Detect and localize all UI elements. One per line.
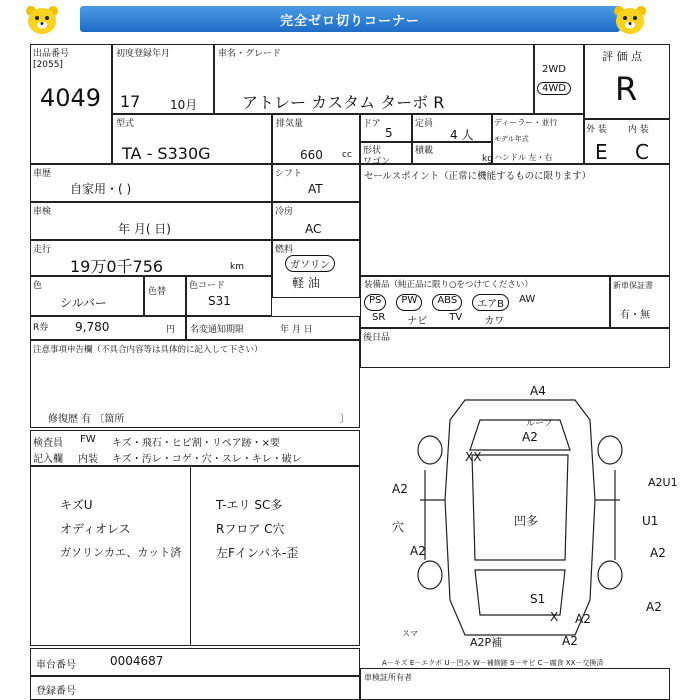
deadline-label: 名変通知期限 <box>190 325 245 335</box>
equip-ps: PS <box>364 294 386 311</box>
chassis-label: 車台番号 <box>36 660 76 671</box>
chassis-cell <box>30 648 360 676</box>
remark-left-1: キズU <box>60 498 93 512</box>
inspector-int: 内装 <box>78 454 98 465</box>
owner-label: 車検証所有者 <box>364 673 412 682</box>
car-name: アトレー カスタム ターボ R <box>242 93 445 112</box>
mark-a2-right: A2 <box>650 546 666 560</box>
mark-u1: U1 <box>642 514 659 528</box>
mark-xx: XX <box>465 450 482 464</box>
equip-airbag: エアB <box>472 294 509 311</box>
ac-value: AC <box>305 222 322 236</box>
history-value: 自家用・( ) <box>70 182 132 196</box>
mark-a2-floor: A2 <box>575 612 591 626</box>
equip-pw: PW <box>396 294 422 311</box>
repair-close: 〕 <box>340 414 350 425</box>
equip-abs: ABS <box>432 294 462 311</box>
mileage-unit: km <box>230 262 244 272</box>
mark-a2-mid: A2 <box>410 544 426 558</box>
remark-left-3: ガソリンカエ、カット済 <box>60 546 182 559</box>
mark-a2-right-2: A2 <box>646 600 662 614</box>
capacity-label: 定員 <box>415 119 434 129</box>
ext-value: E <box>595 140 608 164</box>
remark-right-3: 左Fインパネ-歪 <box>216 546 299 560</box>
lot-number: 4049 <box>40 84 102 112</box>
mark-sma: スマ <box>402 629 418 638</box>
history-label: 車歴 <box>33 169 52 179</box>
equip-label: 装備品（純正品に限り○をつけてください） <box>364 280 533 290</box>
mileage-value: 19万0千756 <box>70 257 164 276</box>
chassis-value: 0004687 <box>110 654 164 668</box>
warranty-value: 有・無 <box>620 310 650 321</box>
equip-navi: ナビ <box>407 316 428 327</box>
lot-label: 出品番号 <box>33 49 70 59</box>
int-value: C <box>635 140 649 164</box>
capacity-value: 4 人 <box>450 128 474 142</box>
mark-x: X <box>550 610 559 624</box>
shift-label: シフト <box>275 169 303 179</box>
damage-legend: A－キズ E－エクボ U－凹み W－補修跡 S－サビ C－腐食 XX－交換済 <box>382 659 604 667</box>
equip-row-1 <box>364 294 535 311</box>
shift-value: AT <box>308 182 323 196</box>
shape-value: ワゴン <box>363 157 391 167</box>
ac-label: 冷房 <box>275 207 294 217</box>
recycle-label: R券 <box>33 323 49 333</box>
mark-a2-left: A2 <box>392 482 408 496</box>
mark-a2u1: A2U1 <box>648 476 678 489</box>
equip-row-2 <box>372 312 504 327</box>
inspection-label: 車検 <box>33 207 52 217</box>
drive-4wd: 4WD <box>537 82 571 95</box>
notes-label: 注意事項申告欄（不具合内容等は具体的に記入して下さい） <box>33 345 263 355</box>
reg-month: 10月 <box>170 98 198 112</box>
remarks-divider <box>190 466 191 646</box>
top-bar <box>0 0 700 40</box>
inspector-fw-text: キズ・飛石・ヒビ割・リペア跡・×要 <box>112 438 280 449</box>
regno-label: 登録番号 <box>36 686 76 697</box>
mileage-label: 走行 <box>33 245 52 255</box>
cc-value: 660 <box>300 148 323 162</box>
color-code-label: 色コード <box>189 281 226 291</box>
color-value: シルバー <box>60 296 107 310</box>
inspector-label-2: 記入欄 <box>33 454 63 465</box>
cc-label: 排気量 <box>276 119 304 129</box>
int-label: 内 装 <box>628 125 649 135</box>
reg-year: 17 <box>120 92 141 111</box>
drive-cell <box>534 44 584 114</box>
model-value: TA - S330G <box>122 144 211 163</box>
auction-sheet <box>30 44 678 700</box>
inspector-label-1: 検査員 <box>33 438 63 449</box>
equip-aw: AW <box>519 294 536 305</box>
load-unit: kg <box>482 154 493 164</box>
mark-s1: S1 <box>530 592 546 606</box>
fuel-label: 燃料 <box>275 245 294 255</box>
repair-label: 修復歴 有 〔箇所 <box>48 414 125 425</box>
fuel-gasoline: ガソリン <box>285 255 335 272</box>
score-label: 評 価 点 <box>602 50 642 63</box>
door-value: 5 <box>385 126 393 140</box>
fuel-diesel: 軽 油 <box>292 276 320 290</box>
reg-label: 初度登録年月 <box>116 49 171 59</box>
equip-tv: TV <box>449 312 463 323</box>
rear-seat-label: 後日品 <box>363 333 391 343</box>
inspector-int-text: キズ・汚レ・コゲ・穴・スレ・キレ・破レ <box>112 454 302 465</box>
recycle-value: 9,780 <box>75 320 110 334</box>
rear-seat-cell <box>360 328 670 368</box>
history-cell <box>30 164 272 202</box>
handle-label: ハンドル 左・右 <box>494 153 553 162</box>
banner-title: 完全ゼロ切りコーナー <box>80 6 620 32</box>
color-label: 色 <box>33 281 43 291</box>
ext-label: 外 装 <box>586 125 607 135</box>
regno-cell <box>30 676 360 700</box>
cc-unit: cc <box>342 150 352 160</box>
mark-a2-top: A2 <box>522 430 538 444</box>
remark-right-1: T-エリ SC多 <box>216 498 283 512</box>
score-value: R <box>615 70 638 108</box>
sales-label: セールスポイント（正常に機能するものに限ります） <box>364 171 592 182</box>
dealer-label: ディーラー・並行 <box>494 118 558 127</box>
remark-right-2: Rフロア C穴 <box>216 522 285 536</box>
shape-label: 形状 <box>363 146 382 156</box>
mark-a4: A4 <box>530 384 546 398</box>
remark-left-2: オディオレス <box>60 522 131 536</box>
door-label: ドア <box>363 119 381 129</box>
mark-a2-bottom: A2 <box>562 634 578 648</box>
mark-floor-dent: 凹多 <box>514 514 539 528</box>
model-label: 型式 <box>116 119 135 129</box>
equip-leather: カワ <box>484 316 505 327</box>
name-label: 車名・グレード <box>218 49 282 59</box>
new-warranty-label: 新車保証書 <box>613 281 653 290</box>
mark-hole: 穴 <box>392 520 405 534</box>
mark-a2p: A2P補 <box>470 636 503 649</box>
deadline-value: 年 月 日 <box>280 325 313 335</box>
color-code-value: S31 <box>208 294 231 308</box>
bear-mascot-icon <box>24 4 60 36</box>
inspector-fw: FW <box>80 434 96 445</box>
lot-code: [2055] <box>33 60 63 70</box>
color-change-label: 色替 <box>148 287 167 297</box>
drive-2wd: 2WD <box>542 64 566 75</box>
recycle-unit: 円 <box>166 325 176 335</box>
equip-sr: SR <box>372 312 386 323</box>
load-label: 積載 <box>415 146 434 156</box>
mark-roof: ルーフ <box>526 419 553 429</box>
bear-mascot-icon <box>612 4 648 36</box>
inspection-value: 年 月( 日) <box>118 222 171 236</box>
model-year-label: モデル年式 <box>494 135 529 143</box>
